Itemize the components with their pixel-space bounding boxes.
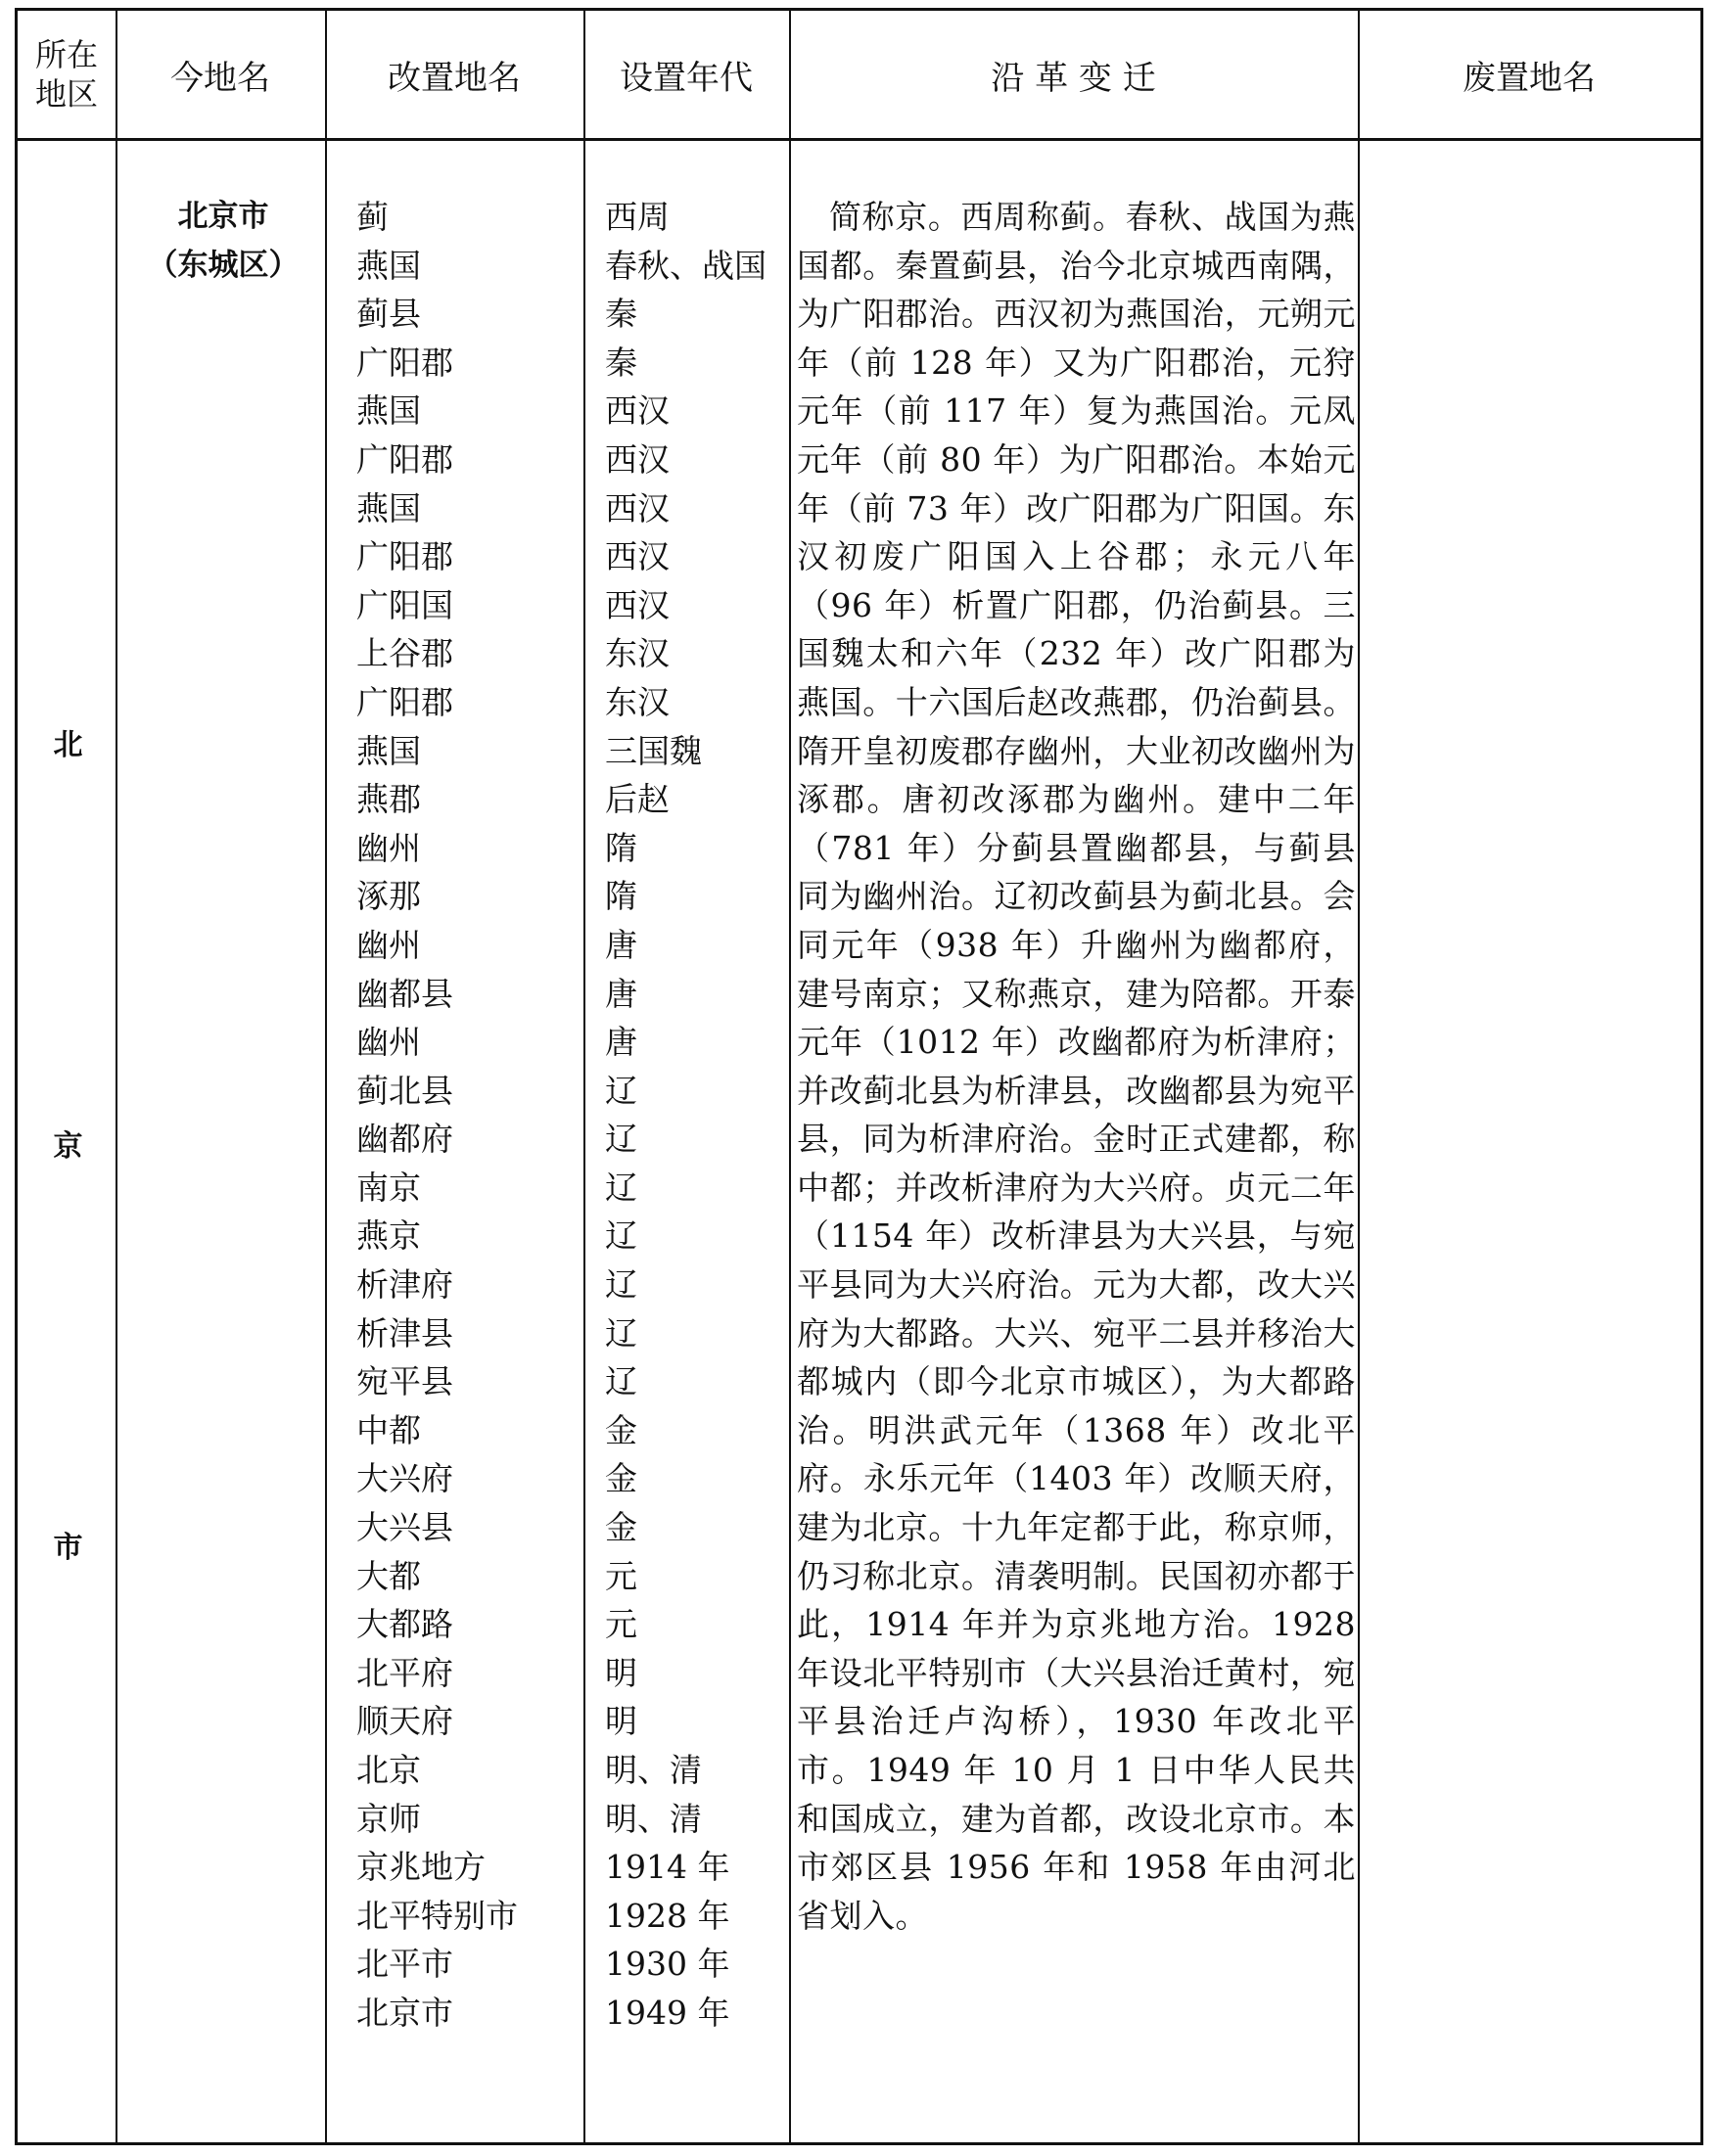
era-item: 东汉 — [605, 634, 670, 673]
era-item: 辽 — [605, 1313, 637, 1353]
era-item: 辽 — [605, 1120, 637, 1159]
era-item: 明 — [605, 1653, 637, 1692]
changed-name-item: 宛平县 — [356, 1362, 453, 1401]
era-item: 西汉 — [605, 585, 670, 624]
era-item: 辽 — [605, 1216, 637, 1256]
header-changed-name: 改置地名 — [388, 58, 521, 98]
history-table — [15, 8, 1703, 2145]
changed-name-item: 蓟 — [356, 198, 389, 236]
era-item: 1928 年 — [605, 1896, 730, 1935]
header-region-line2: 地区 — [34, 75, 98, 113]
current-name: 北京市 — [177, 199, 269, 234]
era-item: 1949 年 — [605, 1993, 730, 2032]
changed-name-item: 蓟北县 — [356, 1071, 453, 1110]
era-item: 西周 — [605, 198, 670, 236]
era-item: 辽 — [605, 1265, 637, 1305]
era-item: 元 — [605, 1605, 637, 1644]
changed-name-item: 上谷郡 — [356, 634, 453, 673]
era-item: 隋 — [605, 877, 637, 916]
era-item: 唐 — [605, 1023, 637, 1062]
changed-name-list — [356, 193, 518, 2038]
changed-name-item: 幽州 — [356, 828, 421, 867]
era-item: 明 — [605, 1702, 637, 1741]
current-name-cell — [118, 192, 328, 290]
changed-name-item: 南京 — [356, 1168, 421, 1207]
changed-name-item: 北平市 — [356, 1945, 453, 1984]
era-item: 明、清 — [605, 1799, 702, 1838]
changed-name-item: 燕国 — [356, 488, 421, 528]
changed-name-item: 中都 — [356, 1410, 421, 1449]
changed-name-item: 幽都府 — [356, 1120, 453, 1159]
era-item: 东汉 — [605, 682, 670, 721]
changed-name-item: 广阳郡 — [356, 343, 453, 382]
header-region-line1: 所在 — [34, 36, 98, 73]
column-divider — [583, 11, 585, 2142]
column-divider — [1358, 11, 1360, 2142]
region-char: 北 — [53, 728, 83, 762]
changed-name-item: 大都 — [356, 1556, 421, 1595]
header-current-name: 今地名 — [170, 58, 270, 98]
era-item: 辽 — [605, 1071, 637, 1110]
era-item: 隋 — [605, 828, 637, 867]
changed-name-item: 广阳郡 — [356, 439, 453, 479]
changed-name-item: 北平府 — [356, 1653, 453, 1692]
era-item: 秦 — [605, 343, 637, 382]
era-item: 金 — [605, 1410, 637, 1449]
era-item: 元 — [605, 1556, 637, 1595]
era-item: 1930 年 — [605, 1945, 730, 1984]
region-char: 市 — [53, 1531, 83, 1565]
changed-name-item: 涿那 — [356, 877, 421, 916]
era-item: 西汉 — [605, 537, 670, 576]
header-evolution: 沿 革 变 迁 — [991, 58, 1156, 98]
era-item: 辽 — [605, 1362, 637, 1401]
header-divider — [18, 138, 1700, 141]
evolution-text: 简称京。西周称蓟。春秋、战国为燕国都。秦置蓟县，治今北京城西南隅，为广阳郡治。西汉初为燕国治，元朔元年（前 128 年）又为广阳郡治，元狩元年（前 117 年）复为燕国治。元凤元年（前 80 年）为广阳郡治。本始元年（前 73 年）改广阳郡为广阳国。东汉初废广阳国入上谷郡；永元八年（96 年）析置广阳郡，仍治蓟县。三国魏太和六年（232 年）改广阳郡为燕国。十六国后赵改燕郡，仍治蓟县。隋开皇初废郡存幽州，大业初改幽州为涿郡。唐初改涿郡为幽州。建中二年（781 年）分蓟县置幽都县，与蓟县同为幽州治。辽初改蓟县为蓟北县。会同元年（938 年）升幽州为幽都府，建号南京；又称燕京，建为陪都。开泰元年（1012 年）改幽都府为析津府；并改蓟北县为析津县，改幽都县为宛平县，同为析津府治。金时正式建都，称中都；并改析津府为大兴府。贞元二年（1154 年）改析津县为大兴县，与宛平县同为大兴府治。元为大都，改大兴府为大都路。大兴、宛平二县并移治大都城内（即今北京市城区），为大都路治。明洪武元年（1368 年）改北平府。永乐元年（1403 年）改顺天府，建为北京。十九年定都于此，称京师，仍习称北京。清袭明制。民国初亦都于此，1914 年并为京兆地方治。1928 年设北平特别市（大兴县治迁黄村，宛平县治迁卢沟桥），1930 年改北平市。1949 年 10 月 1 日中华人民共和国成立，建为首都，改设北京市。本市郊区县 1956 年和 1958 年由河北省划入。 — [797, 198, 1356, 1935]
era-item: 金 — [605, 1459, 637, 1498]
header-established-era: 设置年代 — [620, 58, 753, 98]
changed-name-item: 幽州 — [356, 925, 421, 964]
changed-name-item: 广阳郡 — [356, 537, 453, 576]
region-char: 京 — [53, 1129, 83, 1164]
changed-name-item: 燕京 — [356, 1216, 421, 1256]
changed-name-item: 析津府 — [356, 1265, 453, 1305]
era-item: 春秋、战国 — [605, 246, 767, 285]
era-item: 三国魏 — [605, 731, 702, 770]
changed-name-item: 幽都县 — [356, 974, 453, 1013]
changed-name-item: 幽州 — [356, 1023, 421, 1062]
changed-name-item: 燕国 — [356, 731, 421, 770]
era-item: 西汉 — [605, 439, 670, 479]
era-item: 辽 — [605, 1168, 637, 1207]
header-abolished-name: 废置地名 — [1463, 58, 1596, 98]
changed-name-item: 北京 — [356, 1751, 421, 1789]
era-item: 后赵 — [605, 780, 670, 819]
era-item: 唐 — [605, 925, 637, 964]
changed-name-item: 大兴县 — [356, 1508, 453, 1547]
era-item: 唐 — [605, 974, 637, 1013]
changed-name-item: 燕郡 — [356, 780, 421, 819]
column-divider — [789, 11, 791, 2142]
changed-name-item: 大都路 — [356, 1605, 453, 1644]
changed-name-item: 京师 — [356, 1799, 421, 1838]
current-district: （东城区） — [147, 248, 300, 283]
header-region — [18, 11, 116, 138]
changed-name-item: 广阳郡 — [356, 682, 453, 721]
changed-name-item: 顺天府 — [356, 1702, 453, 1741]
era-item: 1914 年 — [605, 1848, 730, 1887]
era-item: 西汉 — [605, 488, 670, 528]
changed-name-item: 燕国 — [356, 391, 421, 431]
era-item: 西汉 — [605, 391, 670, 431]
changed-name-item: 蓟县 — [356, 295, 421, 334]
changed-name-item: 大兴府 — [356, 1459, 453, 1498]
changed-name-item: 燕国 — [356, 246, 421, 285]
era-item: 金 — [605, 1508, 637, 1547]
changed-name-item: 析津县 — [356, 1313, 453, 1353]
column-divider — [325, 11, 327, 2142]
era-list — [605, 193, 767, 2038]
era-item: 明、清 — [605, 1751, 702, 1789]
changed-name-item: 北京市 — [356, 1993, 453, 2032]
column-divider — [116, 11, 117, 2142]
changed-name-item: 北平特别市 — [356, 1896, 518, 1935]
changed-name-item: 广阳国 — [356, 585, 453, 624]
era-item: 秦 — [605, 295, 637, 334]
changed-name-item: 京兆地方 — [356, 1848, 486, 1887]
